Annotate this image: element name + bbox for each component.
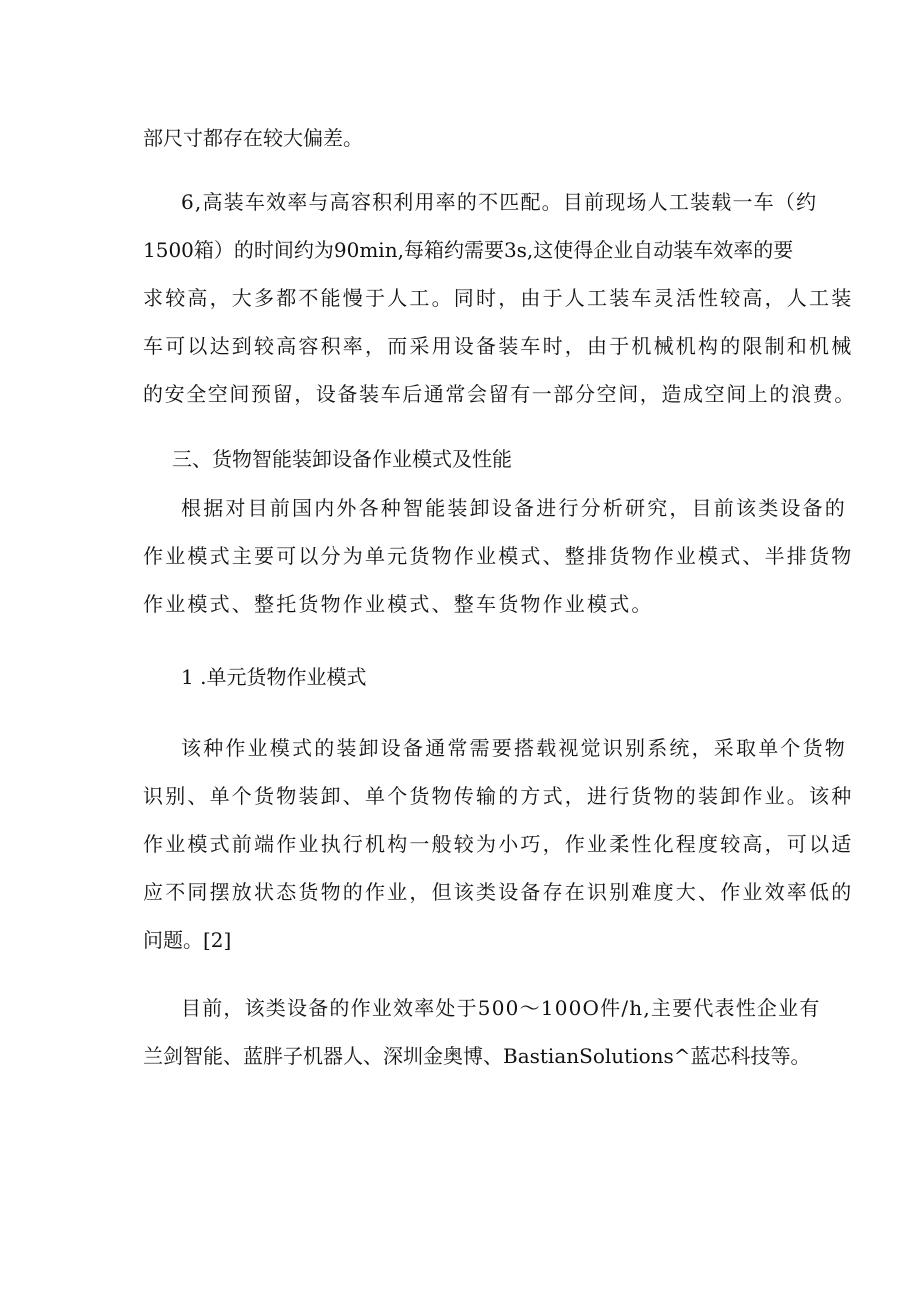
text-line: 的安全空间预留，设备装车后通常会留有一部分空间，造成空间上的浪费。: [143, 382, 856, 406]
text-line: 识别、单个货物装卸、单个货物传输的方式，进行货物的装卸作业。该种: [143, 784, 854, 808]
text-line: 车可以达到较高容积率，而采用设备装车时，由于机械机构的限制和机械: [143, 334, 854, 358]
text-line: 应不同摆放状态货物的作业，但该类设备存在识别难度大、作业效率低的: [143, 880, 854, 904]
text-line: 作业模式前端作业执行机构一般较为小巧，作业柔性化程度较高，可以适: [143, 832, 854, 856]
text-line: 1500箱）的时间约为90min,每箱约需要3s,这使得企业自动装车效率的要: [143, 238, 794, 262]
subsection-heading: 1 .单元货物作业模式: [181, 665, 367, 689]
text-line: 目前，该类设备的作业效率处于500～100O件/h,主要代表性企业有: [181, 996, 821, 1020]
text-line: 6,高装车效率与高容积利用率的不匹配。目前现场人工装载一车（约: [181, 190, 818, 214]
text-line: 问题。[2]: [143, 928, 232, 952]
text-line: 求较高，大多都不能慢于人工。同时，由于人工装车灵活性较高，人工装: [143, 286, 854, 310]
text-line: 作业模式、整托货物作业模式、整车货物作业模式。: [143, 592, 654, 616]
text-line: 兰剑智能、蓝胖子机器人、深圳金奥博、BastianSolutions^蓝芯科技等。: [143, 1044, 811, 1068]
text-line: 该种作业模式的装卸设备通常需要搭载视觉识别系统，采取单个货物: [181, 736, 847, 760]
text-line: 部尺寸都存在较大偏差。: [143, 126, 363, 150]
text-line: 作业模式主要可以分为单元货物作业模式、整排货物作业模式、半排货物: [143, 544, 854, 568]
text-line: 根据对目前国内外各种智能装卸设备进行分析研究，目前该类设备的: [181, 496, 847, 520]
section-heading: 三、货物智能装卸设备作业模式及性能: [172, 447, 512, 471]
